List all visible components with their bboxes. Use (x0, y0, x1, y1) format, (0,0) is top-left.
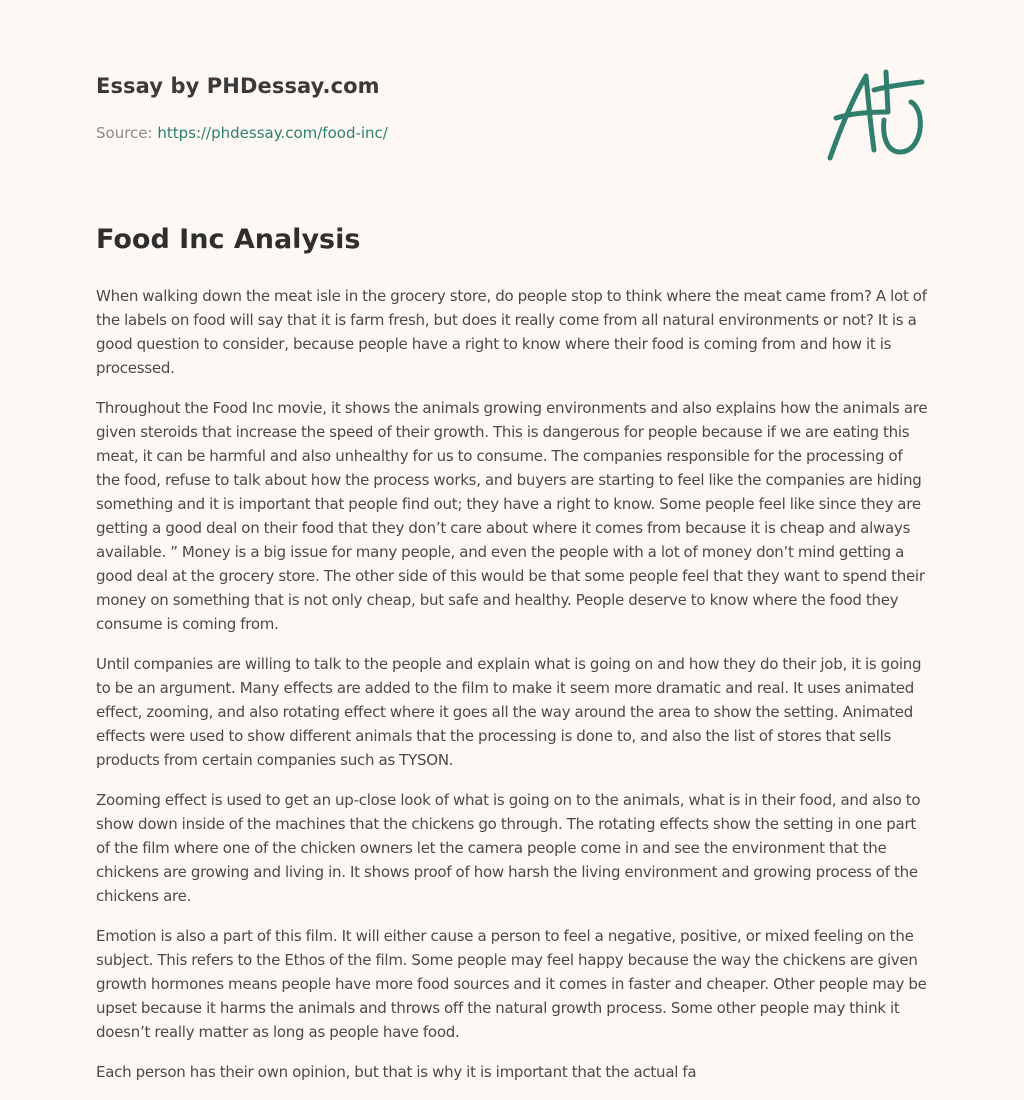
source-line (96, 124, 388, 142)
essay-paragraph: Until companies are willing to talk to the people and explain what is going on and how they do their job, it is going to be an argument. Many effects are added to the film to make it seem more dramatic and real. It uses animated effect, zooming, and also rotating effect where it goes all the way around the area to show the setting. Animated effects were used to show different animals that the processing is done to, and also the list of stores that sells products from certain companies such as TYSON. (96, 655, 922, 769)
essay-paragraph: Each person has their own opinion, but that is why it is important that the actual fa (96, 1063, 697, 1081)
a-plus-logo-icon (826, 66, 926, 166)
source-label: Source: (96, 124, 158, 142)
site-title: Essay by PHDessay.com (96, 74, 380, 98)
source-link[interactable]: https://phdessay.com/food-inc/ (157, 124, 388, 142)
essay-body (96, 284, 928, 1100)
essay-title: Food Inc Analysis (96, 224, 361, 255)
essay-paragraph: Throughout the Food Inc movie, it shows the animals growing environments and also explains how the animals are given steroids that increase the speed of their growth. This is dangerous for people because if we are eating this meat, it can be harmful and also unhealthy for us to consume. The companies responsible for the processing of the food, refuse to talk about how the process works, and buyers are starting to feel like the companies are hiding something and it is important that people find out; they have a right to know. Some people feel like since they are getting a good deal on their food that they don’t care about where it comes from because it is cheap and always available. ” Money is a big issue for many people, and even the people with a lot of money don’t mind getting a good deal at the grocery store. The other side of this would be that some people feel that they want to spend their money on something that is not only cheap, but safe and healthy. People deserve to know where the food they consume is coming from. (96, 399, 928, 633)
essay-paragraph: Emotion is also a part of this film. It will either cause a person to feel a negative, positive, or mixed feeling on the subject. This refers to the Ethos of the film. Some people may feel happy because the way the chickens are given growth hormones means people have more food sources and it comes in faster and cheaper. Other people may be upset because it harms the animals and throws off the natural growth process. Some other people may think it doesn’t really matter as long as people have food. (96, 927, 927, 1041)
essay-paragraph: When walking down the meat isle in the grocery store, do people stop to think where the meat came from? A lot of the labels on food will say that it is farm fresh, but does it really come from all natural environments or not? It is a good question to consider, because people have a right to know where their food is coming from and how it is processed. (96, 287, 927, 377)
essay-paragraph: Zooming effect is used to get an up-close look of what is going on to the animals, what is in their food, and also to show down inside of the machines that the chickens go through. The rotating effects show the setting in one part of the film where one of the chicken owners let the camera people come in and see the environment that the chickens are growing and living in. It shows proof of how harsh the living environment and growing process of the chickens are. (96, 791, 921, 905)
